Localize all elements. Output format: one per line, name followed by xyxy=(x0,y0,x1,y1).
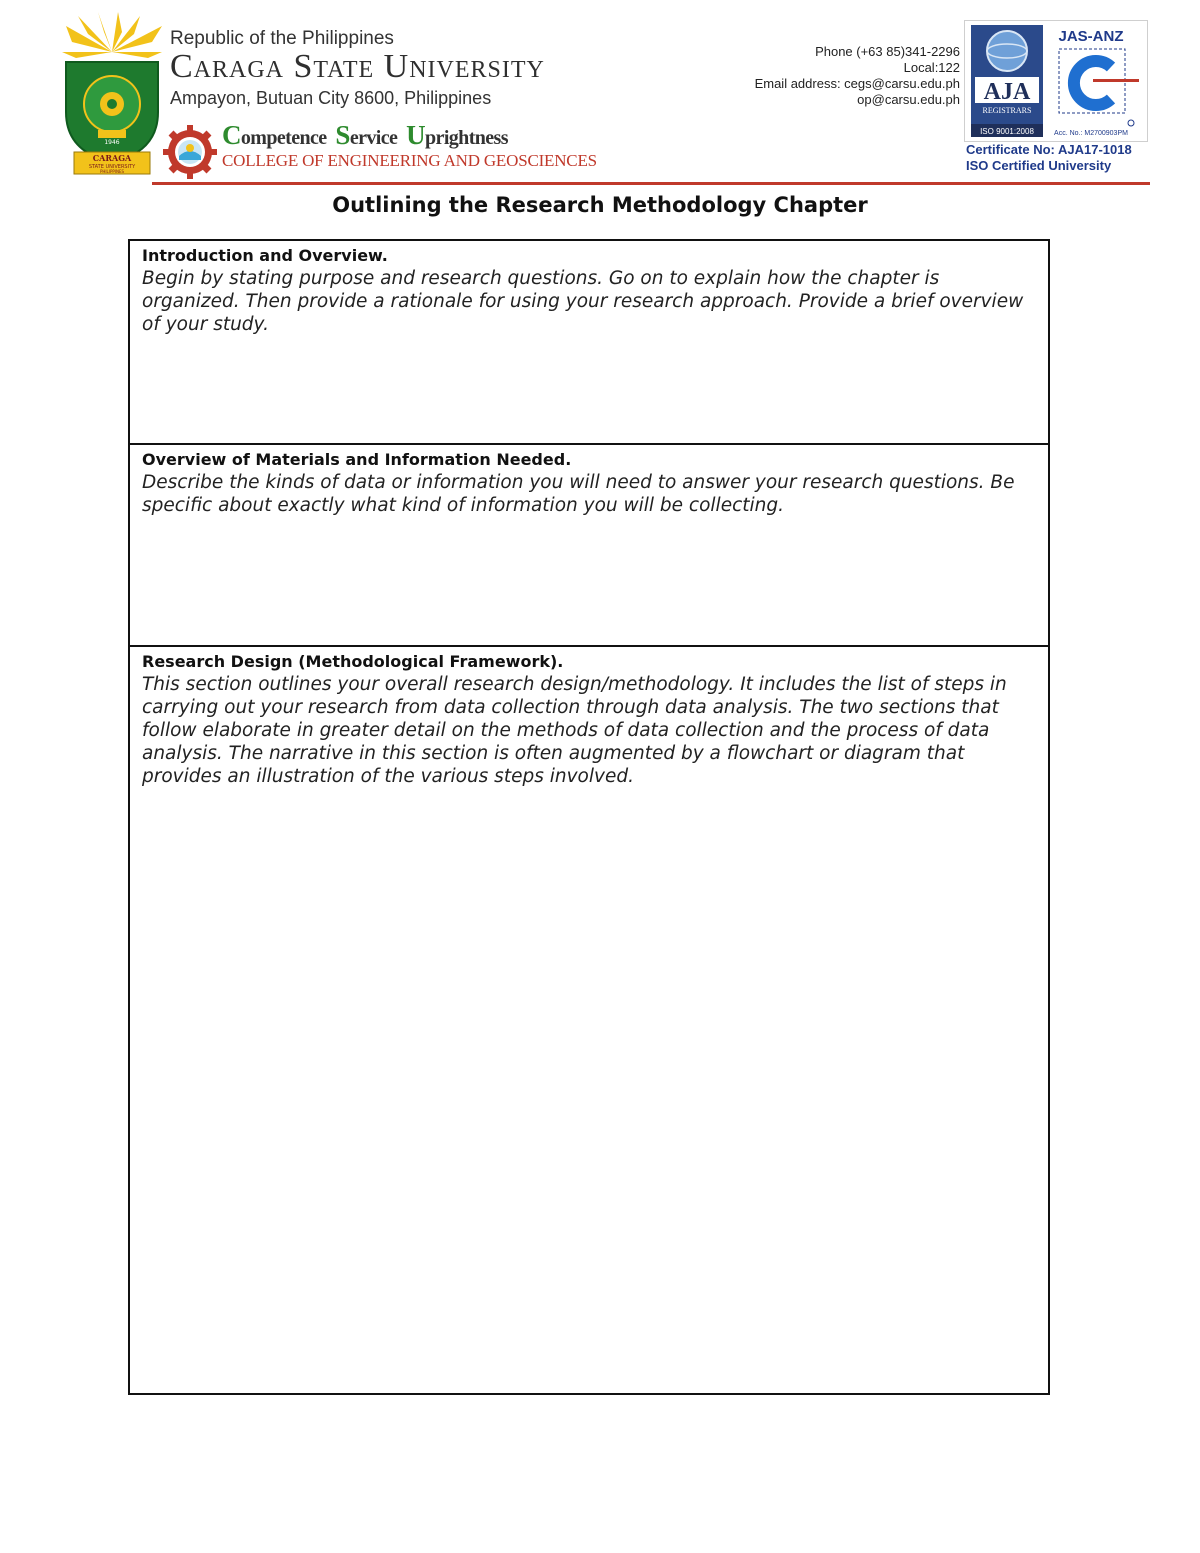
svg-text:CARAGA: CARAGA xyxy=(92,153,132,163)
university-seal-logo xyxy=(58,12,166,176)
section-body: This section outlines your overall research design/methodology. It includes the list of steps in carrying out your research from data collection through data analysis. The two sections that follow elaborate in greater detail on the methods of data collection and the process of data analysis. The narrative in this section is often augmented by a flowchart or diagram that provides an illustration of the various steps involved. xyxy=(142,674,1007,787)
university-name: Caraga State University xyxy=(170,48,545,85)
republic-line: Republic of the Philippines xyxy=(170,28,394,49)
header-divider xyxy=(152,182,1150,185)
iso-certified-label: ISO Certified University xyxy=(966,158,1112,173)
college-name: COLLEGE OF ENGINEERING AND GEOSCIENCES xyxy=(222,151,597,170)
motto-s-initial: S xyxy=(335,120,350,150)
certificate-info xyxy=(966,142,1132,174)
motto-s-rest: ervice xyxy=(349,127,398,149)
document-title: Outlining the Research Methodology Chapter xyxy=(332,193,868,217)
aja-text: AJA xyxy=(983,79,1031,105)
contact-email-2: op@carsu.edu.ph xyxy=(857,92,960,107)
certification-logo-art xyxy=(965,21,1147,141)
motto-u-initial: U xyxy=(406,120,426,150)
acc-no-text: Acc. No.: M2700903PM xyxy=(1054,130,1128,137)
jas-anz-text: JAS-ANZ xyxy=(1058,28,1124,45)
certification-logos xyxy=(964,20,1148,142)
outline-table xyxy=(128,239,1050,1395)
section-research-design xyxy=(130,645,1048,1393)
svg-text:STATE UNIVERSITY: STATE UNIVERSITY xyxy=(88,164,136,170)
university-address: Ampayon, Butuan City 8600, Philippines xyxy=(170,88,492,108)
section-materials xyxy=(130,443,1048,645)
section-body: Begin by stating purpose and research questions. Go on to explain how the chapter is organized. Then provide a rationale for using your research approach. Provide a brief overview of your study. xyxy=(142,268,1024,335)
motto-c-rest: ompetence xyxy=(240,127,327,149)
svg-text:1946: 1946 xyxy=(104,139,120,146)
contact-block xyxy=(755,44,960,108)
certificate-number: Certificate No: AJA17-1018 xyxy=(966,142,1132,157)
iso-text: ISO 9001:2008 xyxy=(980,127,1034,136)
contact-email: Email address: cegs@carsu.edu.ph xyxy=(754,76,960,91)
section-introduction xyxy=(130,241,1048,443)
college-gear-icon xyxy=(162,124,218,180)
motto xyxy=(222,120,508,151)
section-heading: Introduction and Overview. xyxy=(142,246,388,265)
contact-local: Local:122 xyxy=(903,60,960,75)
contact-phone: Phone (+63 85)341-2296 xyxy=(815,44,960,59)
motto-u-rest: prightness xyxy=(425,127,508,149)
section-heading: Research Design (Methodological Framework). xyxy=(142,652,564,671)
section-heading: Overview of Materials and Information Needed. xyxy=(142,450,572,469)
svg-text:PHILIPPINES: PHILIPPINES xyxy=(99,169,125,174)
section-body: Describe the kinds of data or information you will need to answer your research questions. Be specific about exactly what kind of information you will be collecting. xyxy=(142,472,1015,516)
registrars-text: REGISTRARS xyxy=(982,106,1032,115)
motto-c-initial: C xyxy=(222,120,241,150)
